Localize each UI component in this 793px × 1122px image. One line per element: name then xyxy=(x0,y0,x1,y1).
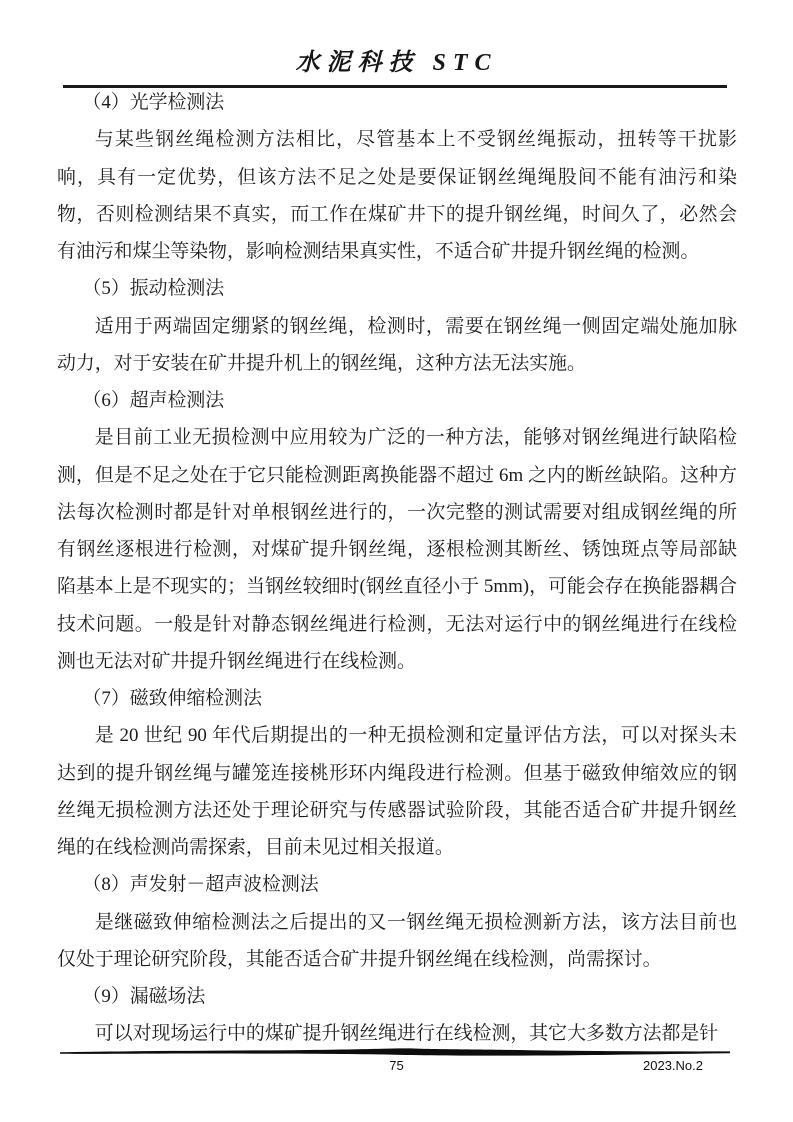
section-paragraph: 可以对现场运行中的煤矿提升钢丝绳进行在线检测，其它大多数方法都是针 xyxy=(94,1023,719,1045)
section-heading: （9）漏磁场法 xyxy=(82,986,206,1007)
section-heading: （8）声发射－超声波检测法 xyxy=(82,874,319,896)
section-heading: （7）磁致伸缩检测法 xyxy=(82,688,262,709)
issue-number: 2023.No.2 xyxy=(643,1058,703,1073)
footer xyxy=(0,1058,793,1076)
section-paragraph: 与某些钢丝绳检测方法相比，尽管基本上不受钢丝绳振动，扭转等干扰影响，具有一定优势，但该方法不足之处是要保证钢丝绳绳股间不能有油污和染物，否则检测结果不真实，而工作在煤矿井下的提升钢丝绳，时间久了，必然会有油污和煤尘等染物，影响检测结果真实性，不适合矿井提升钢丝绳的检测。 xyxy=(57,129,737,262)
section-paragraph: 是 20 世纪 90 年代后期提出的一种无损检测和定量评估方法，可以对探头未达到的提升钢丝绳与罐笼连接桃形环内绳段进行检测。但基于磁致伸缩效应的钢丝绳无损检测方法还处于理论研究与传感器试验阶段，其能否适合矿井提升钢丝绳的在线检测尚需探索，目前未见过相关报道。 xyxy=(57,725,737,858)
article-body xyxy=(57,84,737,1053)
section-paragraph: 是目前工业无损检测中应用较为广泛的一种方法，能够对钢丝绳进行缺陷检测，但是不足之处在于它只能检测距离换能器不超过 6m 之内的断丝缺陷。这种方法每次检测时都是针对单根钢丝进行的，一次完整的测试需要对组成钢丝绳的所有钢丝逐根进行检测，对煤矿提升钢丝绳，逐根检测其断丝、锈蚀斑点等局部缺陷基本上是不现实的；当钢丝较细时(钢丝直径小于 5mm)，可能会存在换能器耦合技术问题。一般是针对静态钢丝绳进行检测，无法对运行中的钢丝绳进行在线检测也无法对矿井提升钢丝绳进行在线检测。 xyxy=(57,427,737,672)
page-number: 75 xyxy=(389,1058,404,1073)
section-paragraph: 适用于两端固定绷紧的钢丝绳，检测时，需要在钢丝绳一侧固定端处施加脉动力，对于安装在矿井提升机上的钢丝绳，这种方法无法实施。 xyxy=(57,315,737,374)
section-heading: （4）光学检测法 xyxy=(82,92,225,113)
journal-title: 水泥科技 STC xyxy=(295,50,498,76)
section-paragraph: 是继磁致伸缩检测法之后提出的又一钢丝绳无损检测新方法，该方法目前也仅处于理论研究阶段，其能否适合矿井提升钢丝绳在线检测，尚需探讨。 xyxy=(57,911,737,970)
section-heading: （5）振动检测法 xyxy=(82,278,225,300)
section-heading: （6）超声检测法 xyxy=(82,390,225,411)
